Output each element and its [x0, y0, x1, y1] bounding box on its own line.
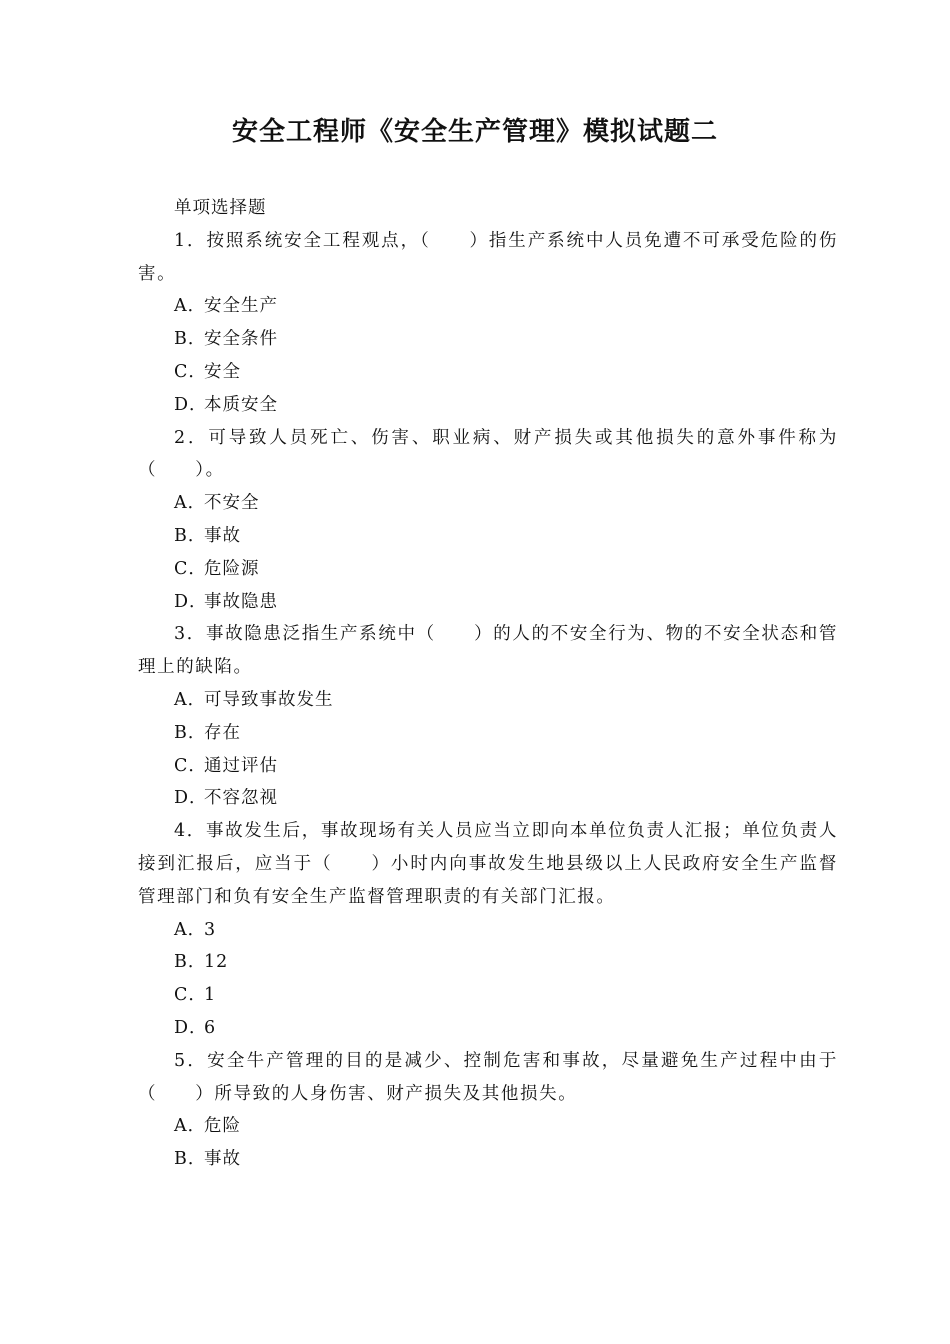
answer-option [138, 356, 838, 389]
option-letter: A． [174, 1116, 207, 1137]
answer-option [138, 1012, 838, 1045]
option-text: 事故 [204, 525, 241, 546]
answer-option [138, 553, 838, 586]
option-text: 安全条件 [204, 329, 278, 350]
option-letter: C． [174, 755, 207, 776]
question-block [138, 815, 838, 1045]
option-text: 3 [204, 919, 217, 940]
option-text: 安全生产 [204, 296, 278, 317]
option-text: 本质安全 [204, 394, 278, 415]
option-letter: A． [174, 493, 207, 514]
answer-option [138, 717, 838, 750]
answer-option [138, 979, 838, 1012]
section-heading: 单项选择题 [174, 198, 267, 218]
option-letter: A． [174, 296, 207, 317]
question-block [138, 618, 838, 815]
question-text: 4．事故发生后，事故现场有关人员应当立即向本单位负责人汇报；单位负责人接到汇报后，应当于（ ）小时内向事故发生地县级以上人民政府安全生产监督管理部门和负有安全生产监督管理职责的有关部门汇报。 [138, 821, 838, 907]
option-letter: D． [174, 591, 208, 612]
answer-option [138, 487, 838, 520]
option-text: 6 [204, 1017, 217, 1038]
option-text: 危险源 [204, 558, 260, 579]
option-letter: A． [174, 689, 207, 710]
option-letter: C． [174, 558, 207, 579]
option-letter: D． [174, 788, 208, 809]
option-letter: B． [174, 722, 207, 743]
option-text: 可导致事故发生 [204, 689, 334, 710]
answer-option [138, 946, 838, 979]
answer-option [138, 323, 838, 356]
question-text: 2．可导致人员死亡、伤害、职业病、财产损失或其他损失的意外事件称为（ ）。 [138, 427, 838, 481]
answer-option [138, 586, 838, 619]
option-letter: B． [174, 525, 207, 546]
answer-option [138, 290, 838, 323]
answer-option [138, 782, 838, 815]
answer-option [138, 684, 838, 717]
option-text: 安全 [204, 361, 241, 382]
exam-content [138, 192, 838, 1176]
option-text: 1 [204, 985, 217, 1006]
question-text: 3．事故隐患泛指生产系统中（ ）的人的不安全行为、物的不安全状态和管理上的缺陷。 [138, 624, 838, 678]
question-text: 5．安全牛产管理的目的是减少、控制危害和事故，尽量避免生产过程中由于（ ）所导致的人身伤害、财产损失及其他损失。 [138, 1050, 838, 1104]
option-text: 事故 [204, 1149, 241, 1170]
option-letter: C． [174, 985, 207, 1006]
option-letter: D． [174, 394, 208, 415]
option-letter: B． [174, 1149, 207, 1170]
answer-option [138, 1143, 838, 1176]
option-letter: B． [174, 952, 207, 973]
option-letter: C． [174, 361, 207, 382]
option-text: 通过评估 [204, 755, 278, 776]
question-block [138, 225, 838, 422]
option-letter: A． [174, 919, 207, 940]
option-text: 不容忽视 [204, 788, 278, 809]
option-letter: D． [174, 1017, 208, 1038]
question-text: 1．按照系统安全工程观点，（ ）指生产系统中人员免遭不可承受危险的伤害。 [138, 230, 838, 284]
option-text: 存在 [204, 722, 241, 743]
answer-option [138, 914, 838, 947]
option-text: 事故隐患 [204, 591, 278, 612]
option-text: 12 [204, 952, 229, 973]
option-text: 危险 [204, 1116, 241, 1137]
answer-option [138, 750, 838, 783]
option-text: 不安全 [204, 493, 260, 514]
option-letter: B． [174, 329, 207, 350]
question-block [138, 422, 838, 619]
answer-option [138, 1110, 838, 1143]
answer-option [138, 389, 838, 422]
question-block [138, 1045, 838, 1176]
document-title: 安全工程师《安全生产管理》模拟试题二 [231, 117, 718, 147]
answer-option [138, 520, 838, 553]
